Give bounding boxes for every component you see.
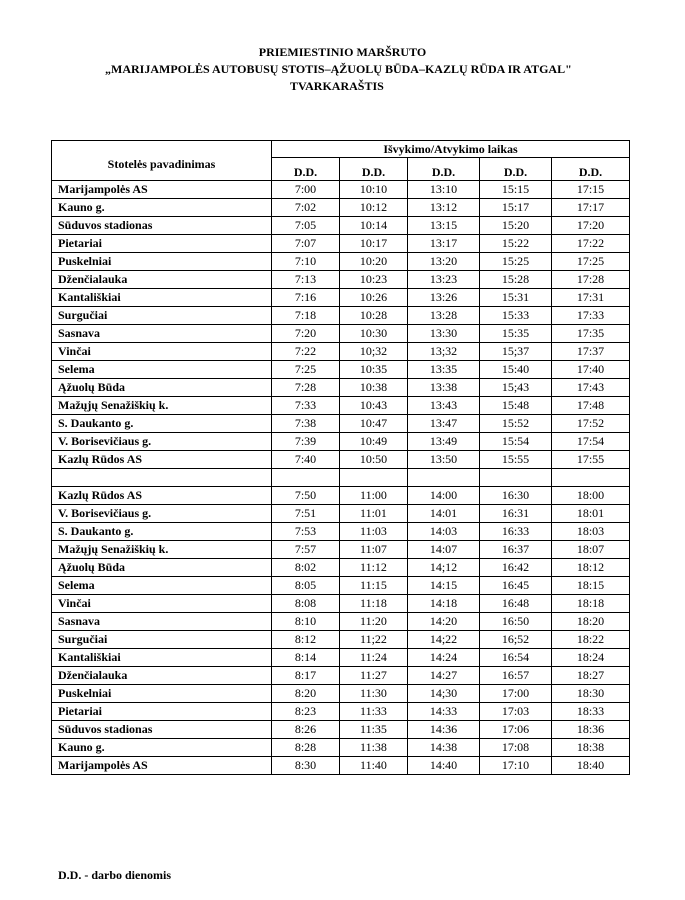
table-row — [52, 613, 630, 631]
table-row — [52, 325, 630, 343]
time-cell: 13:20 — [408, 253, 480, 271]
time-cell: 18:07 — [552, 541, 630, 559]
time-cell: 13:17 — [408, 235, 480, 253]
time-cell: 10:28 — [340, 307, 408, 325]
time-cell: 13:47 — [408, 415, 480, 433]
table-row — [52, 289, 630, 307]
time-cell: 14:15 — [408, 577, 480, 595]
time-header: Išvykimo/Atvykimo laikas — [272, 141, 630, 158]
empty-cell — [272, 469, 340, 487]
time-cell: 10:23 — [340, 271, 408, 289]
time-cell: 7:38 — [272, 415, 340, 433]
time-cell: 11:20 — [340, 613, 408, 631]
time-cell: 10:17 — [340, 235, 408, 253]
time-cell: 17:52 — [552, 415, 630, 433]
time-cell: 7:25 — [272, 361, 340, 379]
title-line-2: „MARIJAMPOLĖS AUTOBUSŲ STOTIS–ĄŽUOLŲ BŪDA–KAZLŲ RŪDA IR ATGAL" — [105, 62, 572, 76]
stop-name: S. Daukanto g. — [52, 523, 272, 541]
stop-name-header: Stotelės pavadinimas — [52, 141, 272, 181]
time-cell: 11:38 — [340, 739, 408, 757]
stop-name: S. Daukanto g. — [52, 415, 272, 433]
time-cell: 18:40 — [552, 757, 630, 775]
time-cell: 15:33 — [480, 307, 552, 325]
table-row — [52, 505, 630, 523]
time-cell: 17:48 — [552, 397, 630, 415]
table-row — [52, 343, 630, 361]
table-row — [52, 685, 630, 703]
time-cell: 7:33 — [272, 397, 340, 415]
time-cell: 17:31 — [552, 289, 630, 307]
time-cell: 18:22 — [552, 631, 630, 649]
stop-name: Selema — [52, 361, 272, 379]
title-line-3: TVARKARAŠTIS — [290, 79, 384, 93]
time-cell: 18:18 — [552, 595, 630, 613]
day-header: D.D. — [272, 158, 340, 181]
time-cell: 8:08 — [272, 595, 340, 613]
time-cell: 14:07 — [408, 541, 480, 559]
time-cell: 17:00 — [480, 685, 552, 703]
time-cell: 8:14 — [272, 649, 340, 667]
time-cell: 14:24 — [408, 649, 480, 667]
time-cell: 8:23 — [272, 703, 340, 721]
stop-name: Sūduvos stadionas — [52, 217, 272, 235]
stop-name: Kazlų Rūdos AS — [52, 451, 272, 469]
stop-name: Marijampolės AS — [52, 181, 272, 199]
table-row — [52, 487, 630, 505]
separator-row — [52, 469, 630, 487]
time-cell: 7:16 — [272, 289, 340, 307]
time-cell: 17:25 — [552, 253, 630, 271]
time-cell: 16:30 — [480, 487, 552, 505]
time-cell: 17:06 — [480, 721, 552, 739]
time-cell: 13:38 — [408, 379, 480, 397]
time-cell: 17:08 — [480, 739, 552, 757]
time-cell: 15:20 — [480, 217, 552, 235]
time-cell: 11:30 — [340, 685, 408, 703]
time-cell: 11;22 — [340, 631, 408, 649]
time-cell: 18:03 — [552, 523, 630, 541]
time-cell: 10:50 — [340, 451, 408, 469]
table-row — [52, 577, 630, 595]
time-cell: 16:57 — [480, 667, 552, 685]
time-cell: 11:00 — [340, 487, 408, 505]
time-cell: 11:40 — [340, 757, 408, 775]
time-cell: 11:33 — [340, 703, 408, 721]
time-cell: 13:30 — [408, 325, 480, 343]
time-cell: 14:38 — [408, 739, 480, 757]
time-cell: 7:51 — [272, 505, 340, 523]
time-cell: 15:31 — [480, 289, 552, 307]
table-row — [52, 361, 630, 379]
table-row — [52, 541, 630, 559]
table-row — [52, 397, 630, 415]
time-cell: 15:52 — [480, 415, 552, 433]
footnote: D.D. - darbo dienomis — [58, 868, 172, 882]
time-cell: 18:15 — [552, 577, 630, 595]
time-cell: 7:20 — [272, 325, 340, 343]
time-cell: 10:49 — [340, 433, 408, 451]
table-row — [52, 757, 630, 775]
stop-name: Vinčai — [52, 595, 272, 613]
time-cell: 16:50 — [480, 613, 552, 631]
time-cell: 16:37 — [480, 541, 552, 559]
time-cell: 15:15 — [480, 181, 552, 199]
time-cell: 10:12 — [340, 199, 408, 217]
table-row — [52, 667, 630, 685]
time-cell: 17:43 — [552, 379, 630, 397]
time-cell: 13:26 — [408, 289, 480, 307]
document-title — [0, 44, 685, 95]
time-cell: 10:30 — [340, 325, 408, 343]
time-cell: 14:03 — [408, 523, 480, 541]
empty-cell — [408, 469, 480, 487]
time-cell: 11:15 — [340, 577, 408, 595]
time-cell: 7:57 — [272, 541, 340, 559]
time-cell: 14:00 — [408, 487, 480, 505]
time-cell: 8:17 — [272, 667, 340, 685]
time-cell: 7:39 — [272, 433, 340, 451]
stop-name: Sasnava — [52, 325, 272, 343]
stop-name: Dženčialauka — [52, 271, 272, 289]
stop-name: Selema — [52, 577, 272, 595]
stop-name: Kantališkiai — [52, 649, 272, 667]
time-cell: 13;32 — [408, 343, 480, 361]
timetable — [51, 140, 630, 775]
time-cell: 18:33 — [552, 703, 630, 721]
time-cell: 11:27 — [340, 667, 408, 685]
stop-name: Pietariai — [52, 235, 272, 253]
time-cell: 18:27 — [552, 667, 630, 685]
time-cell: 8:05 — [272, 577, 340, 595]
time-cell: 18:00 — [552, 487, 630, 505]
time-cell: 11:18 — [340, 595, 408, 613]
time-cell: 8:10 — [272, 613, 340, 631]
time-cell: 15;37 — [480, 343, 552, 361]
time-cell: 16:33 — [480, 523, 552, 541]
time-cell: 17:15 — [552, 181, 630, 199]
time-cell: 15:22 — [480, 235, 552, 253]
table-row — [52, 703, 630, 721]
time-cell: 17:20 — [552, 217, 630, 235]
time-cell: 14;12 — [408, 559, 480, 577]
time-cell: 13:28 — [408, 307, 480, 325]
time-cell: 16:45 — [480, 577, 552, 595]
time-cell: 11:03 — [340, 523, 408, 541]
time-cell: 17:40 — [552, 361, 630, 379]
time-cell: 7:22 — [272, 343, 340, 361]
time-cell: 8:28 — [272, 739, 340, 757]
time-cell: 10:20 — [340, 253, 408, 271]
time-cell: 14:36 — [408, 721, 480, 739]
time-cell: 18:20 — [552, 613, 630, 631]
time-cell: 15:40 — [480, 361, 552, 379]
time-cell: 8:12 — [272, 631, 340, 649]
time-cell: 15:17 — [480, 199, 552, 217]
time-cell: 17:35 — [552, 325, 630, 343]
stop-name: Kauno g. — [52, 739, 272, 757]
time-cell: 10:14 — [340, 217, 408, 235]
stop-name: Vinčai — [52, 343, 272, 361]
time-cell: 7:40 — [272, 451, 340, 469]
time-cell: 17:22 — [552, 235, 630, 253]
time-cell: 16:31 — [480, 505, 552, 523]
time-cell: 13:35 — [408, 361, 480, 379]
time-cell: 17:03 — [480, 703, 552, 721]
time-cell: 11:35 — [340, 721, 408, 739]
stop-name: Dženčialauka — [52, 667, 272, 685]
table-row — [52, 559, 630, 577]
stop-name: Surgučiai — [52, 307, 272, 325]
stop-name: Surgučiai — [52, 631, 272, 649]
time-cell: 10;32 — [340, 343, 408, 361]
time-cell: 14:40 — [408, 757, 480, 775]
time-cell: 8:30 — [272, 757, 340, 775]
time-cell: 11:24 — [340, 649, 408, 667]
time-cell: 7:10 — [272, 253, 340, 271]
table-row — [52, 523, 630, 541]
time-cell: 15:28 — [480, 271, 552, 289]
time-cell: 14:01 — [408, 505, 480, 523]
table-row — [52, 595, 630, 613]
time-cell: 13:15 — [408, 217, 480, 235]
table-row — [52, 433, 630, 451]
time-cell: 16:48 — [480, 595, 552, 613]
stop-name: Sūduvos stadionas — [52, 721, 272, 739]
time-cell: 18:36 — [552, 721, 630, 739]
stop-name: Puskelniai — [52, 253, 272, 271]
table-row — [52, 271, 630, 289]
time-cell: 15:25 — [480, 253, 552, 271]
time-cell: 16;52 — [480, 631, 552, 649]
time-cell: 17:54 — [552, 433, 630, 451]
stop-name: Ąžuolų Būda — [52, 559, 272, 577]
time-cell: 13:49 — [408, 433, 480, 451]
time-cell: 11:01 — [340, 505, 408, 523]
table-row — [52, 199, 630, 217]
time-cell: 8:02 — [272, 559, 340, 577]
time-cell: 7:28 — [272, 379, 340, 397]
time-cell: 7:18 — [272, 307, 340, 325]
stop-name: V. Borisevičiaus g. — [52, 505, 272, 523]
time-cell: 11:12 — [340, 559, 408, 577]
time-cell: 17:10 — [480, 757, 552, 775]
empty-cell — [480, 469, 552, 487]
stop-name: Sasnava — [52, 613, 272, 631]
time-cell: 13:43 — [408, 397, 480, 415]
stop-name: Mažųjų Senažiškių k. — [52, 541, 272, 559]
day-header: D.D. — [408, 158, 480, 181]
time-cell: 14;30 — [408, 685, 480, 703]
time-cell: 14;22 — [408, 631, 480, 649]
empty-cell — [552, 469, 630, 487]
table-row — [52, 415, 630, 433]
time-cell: 7:53 — [272, 523, 340, 541]
time-cell: 7:07 — [272, 235, 340, 253]
time-cell: 10:35 — [340, 361, 408, 379]
table-row — [52, 181, 630, 199]
table-row — [52, 451, 630, 469]
time-cell: 8:26 — [272, 721, 340, 739]
empty-cell — [52, 469, 272, 487]
day-header: D.D. — [552, 158, 630, 181]
time-cell: 15:55 — [480, 451, 552, 469]
time-cell: 15:48 — [480, 397, 552, 415]
table-row — [52, 739, 630, 757]
stop-name: Kazlų Rūdos AS — [52, 487, 272, 505]
time-cell: 10:38 — [340, 379, 408, 397]
stop-name: Mažųjų Senažiškių k. — [52, 397, 272, 415]
time-cell: 10:26 — [340, 289, 408, 307]
time-cell: 7:00 — [272, 181, 340, 199]
time-cell: 16:42 — [480, 559, 552, 577]
table-row — [52, 721, 630, 739]
time-cell: 14:18 — [408, 595, 480, 613]
time-cell: 18:24 — [552, 649, 630, 667]
time-cell: 14:33 — [408, 703, 480, 721]
time-cell: 11:07 — [340, 541, 408, 559]
stop-name: Kantališkiai — [52, 289, 272, 307]
time-cell: 13:10 — [408, 181, 480, 199]
time-cell: 17:55 — [552, 451, 630, 469]
time-cell: 18:01 — [552, 505, 630, 523]
time-cell: 15:35 — [480, 325, 552, 343]
time-cell: 10:43 — [340, 397, 408, 415]
time-cell: 15:54 — [480, 433, 552, 451]
table-row — [52, 253, 630, 271]
time-cell: 13:23 — [408, 271, 480, 289]
time-cell: 18:38 — [552, 739, 630, 757]
stop-name: Puskelniai — [52, 685, 272, 703]
table-row — [52, 631, 630, 649]
table-row — [52, 217, 630, 235]
time-cell: 7:02 — [272, 199, 340, 217]
stop-name: Marijampolės AS — [52, 757, 272, 775]
day-header: D.D. — [480, 158, 552, 181]
time-cell: 10:47 — [340, 415, 408, 433]
time-cell: 14:27 — [408, 667, 480, 685]
time-cell: 13:12 — [408, 199, 480, 217]
time-cell: 17:33 — [552, 307, 630, 325]
time-cell: 8:20 — [272, 685, 340, 703]
table-row — [52, 307, 630, 325]
stop-name: Kauno g. — [52, 199, 272, 217]
time-cell: 14:20 — [408, 613, 480, 631]
time-cell: 18:12 — [552, 559, 630, 577]
stop-name: V. Borisevičiaus g. — [52, 433, 272, 451]
time-cell: 13:50 — [408, 451, 480, 469]
time-cell: 7:05 — [272, 217, 340, 235]
table-row — [52, 235, 630, 253]
time-cell: 15;43 — [480, 379, 552, 397]
time-cell: 17:37 — [552, 343, 630, 361]
stop-name: Pietariai — [52, 703, 272, 721]
time-cell: 17:28 — [552, 271, 630, 289]
table-row — [52, 649, 630, 667]
stop-name: Ąžuolų Būda — [52, 379, 272, 397]
title-line-1: PRIEMIESTINIO MARŠRUTO — [258, 45, 427, 59]
day-header: D.D. — [340, 158, 408, 181]
table-row — [52, 379, 630, 397]
empty-cell — [340, 469, 408, 487]
time-cell: 10:10 — [340, 181, 408, 199]
time-cell: 7:50 — [272, 487, 340, 505]
time-cell: 17:17 — [552, 199, 630, 217]
time-cell: 18:30 — [552, 685, 630, 703]
time-cell: 16:54 — [480, 649, 552, 667]
time-cell: 7:13 — [272, 271, 340, 289]
